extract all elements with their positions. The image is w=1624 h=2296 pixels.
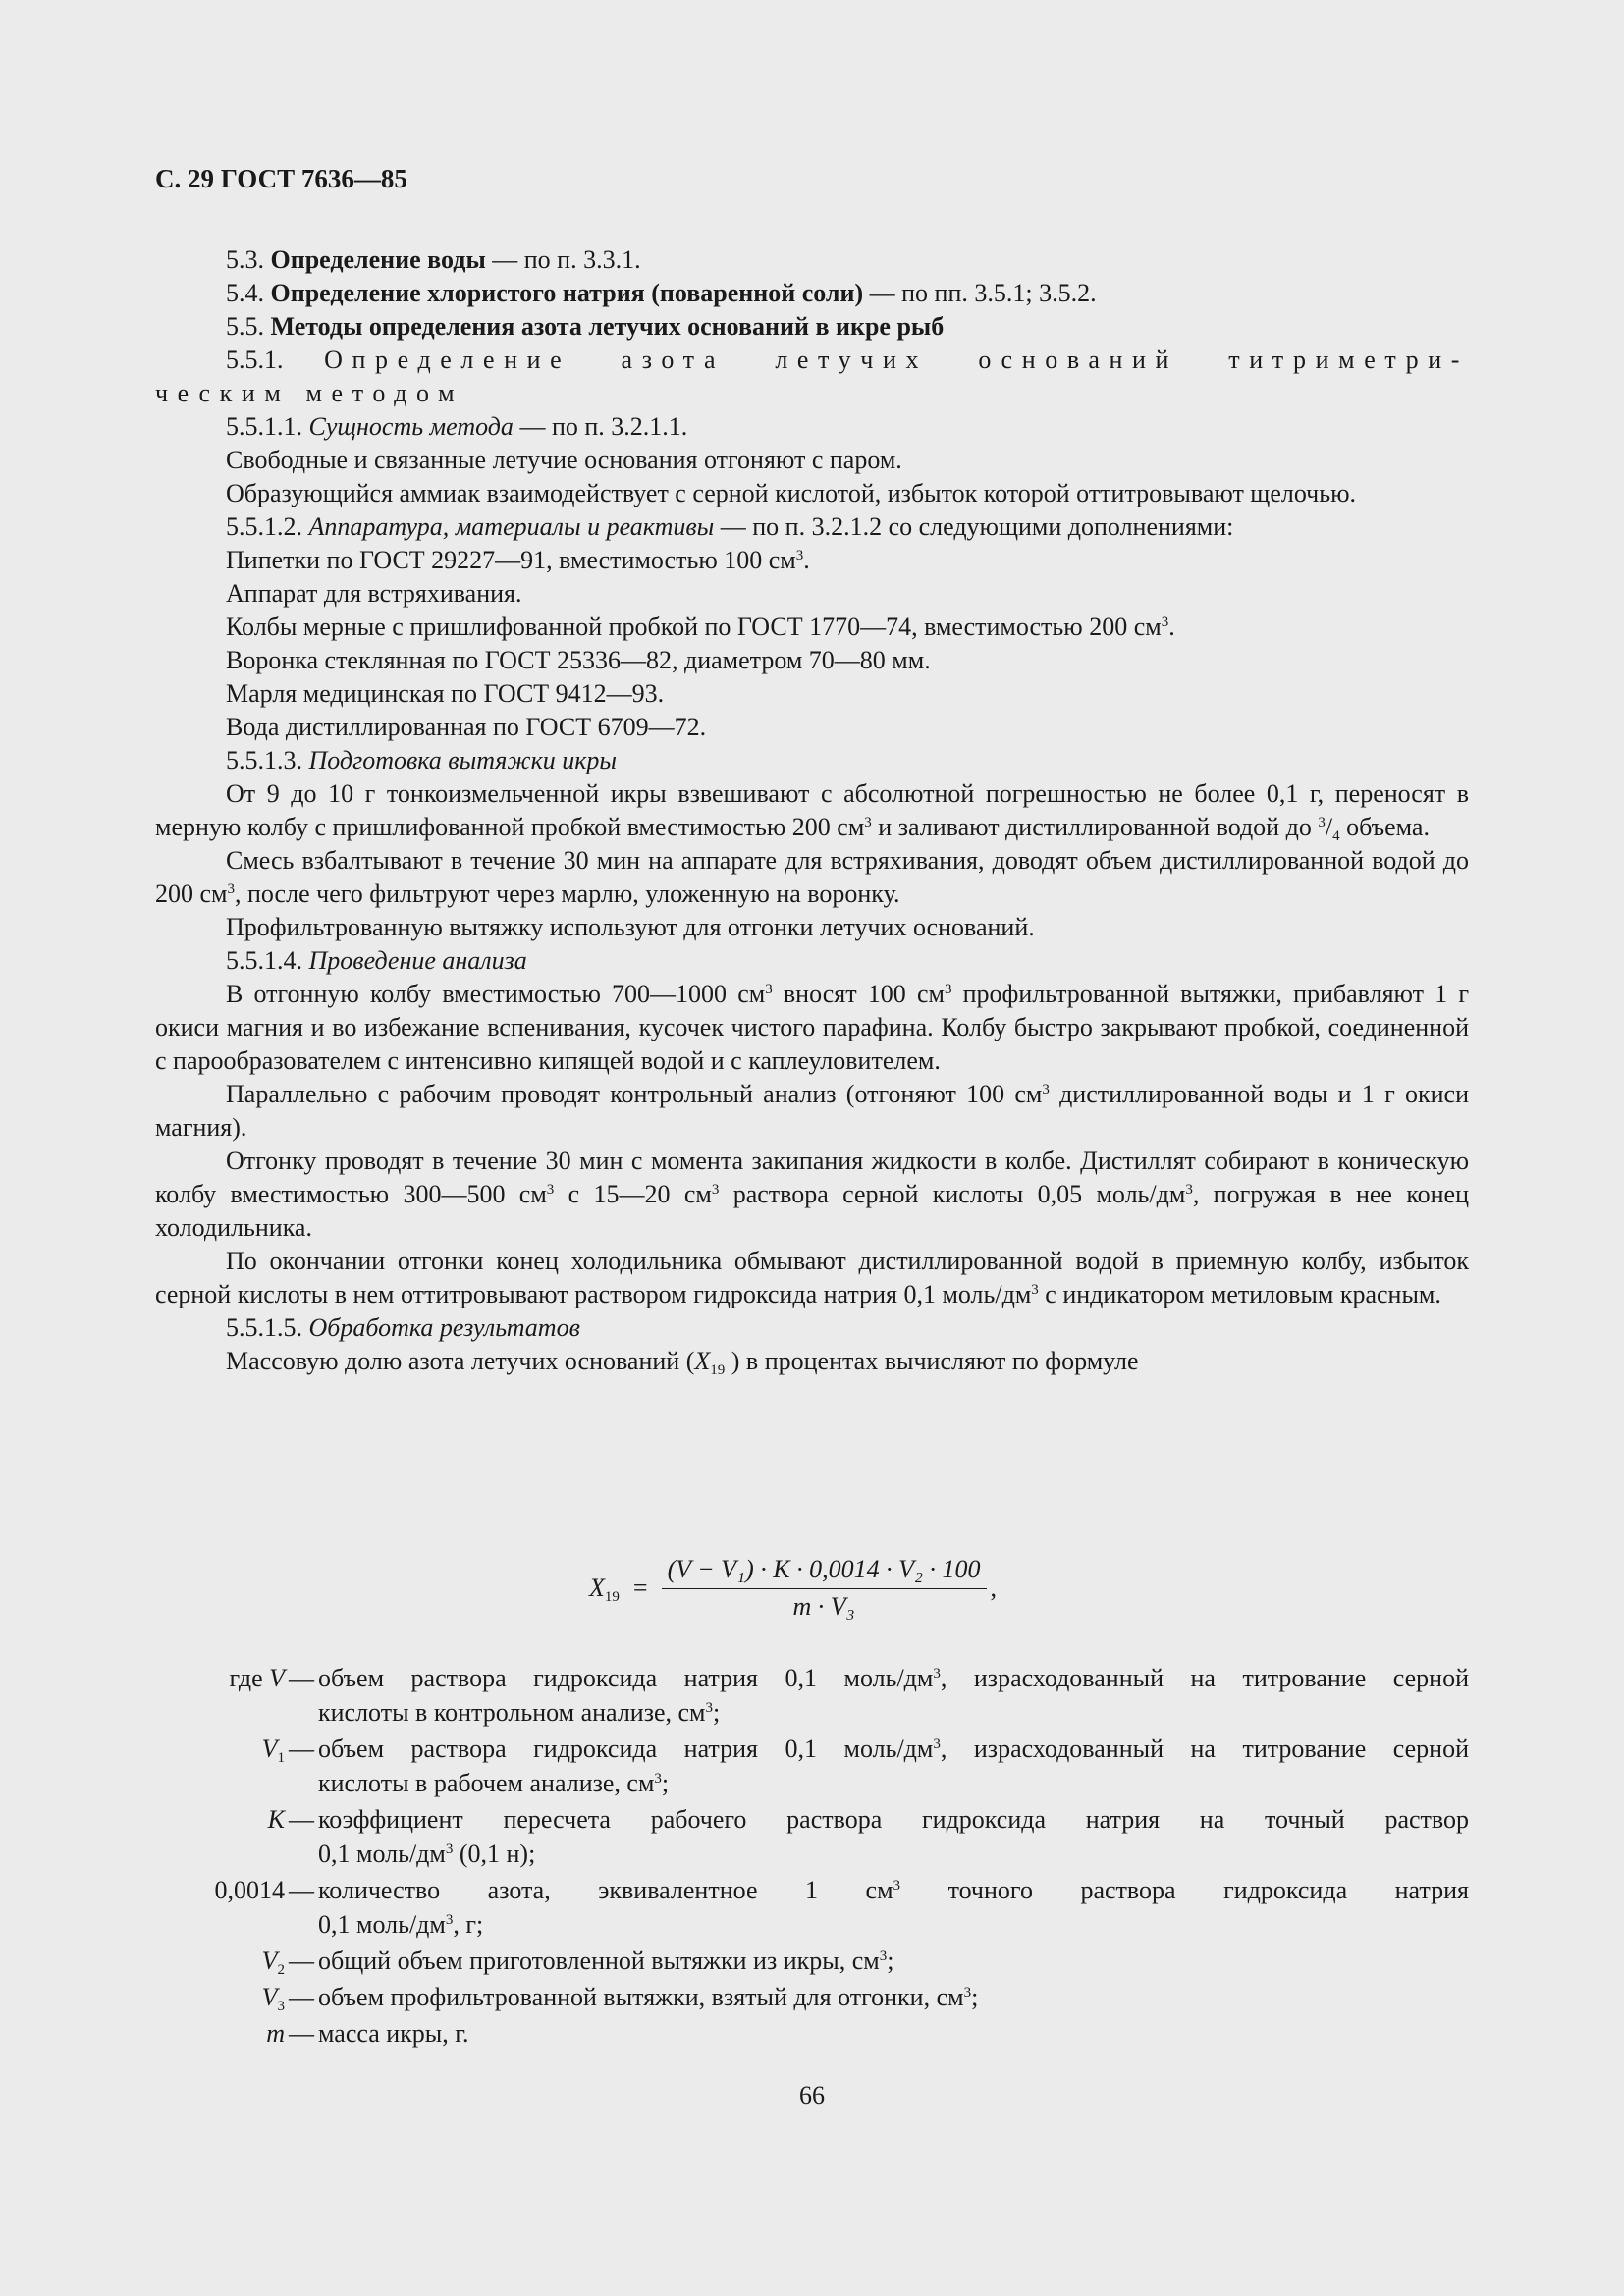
fraction-numerator: 3 — [1318, 815, 1326, 830]
text: раствора серной кислоты 0,05 моль/дм — [719, 1180, 1186, 1208]
formula-numerator: (V − V₁) · K · 0,0014 · V₂ · 100 — [662, 1555, 987, 1589]
text: По окончании отгонки конец холодильника обмывают дистиллированной водой в приемную колбу, избыток серной кислоты в нем оттитровывают раствором гидроксида натрия 0,1 моль/дм — [155, 1247, 1469, 1308]
section-title-spaced: Определение азота летучих оснований титриметри- — [324, 346, 1469, 374]
text: В отгонную колбу вместимостью 700—1000 см — [226, 980, 766, 1008]
definition-text — [318, 1732, 1469, 1800]
superscript: 3 — [1161, 614, 1169, 630]
text: с 15—20 см — [554, 1180, 712, 1208]
definition-text — [318, 1980, 1469, 2014]
where-word: где — [229, 1664, 270, 1692]
page-header: С. 29 ГОСТ 7636—85 — [155, 164, 407, 193]
section-5-5-1-3 — [155, 744, 1469, 777]
superscript: 3 — [944, 982, 952, 997]
definition-dash: — — [289, 1983, 314, 2011]
section-title: Подготовка вытяжки икры — [308, 746, 617, 774]
superscript: 3 — [933, 1666, 941, 1682]
definition-symbol — [147, 2016, 285, 2051]
formula-variable: X — [589, 1574, 605, 1602]
formula-denominator: m · V₃ — [792, 1592, 855, 1621]
superscript: 3 — [654, 1771, 662, 1787]
section-title: Определение хлористого натрия (поваренной соли) — [270, 279, 864, 307]
section-5-4 — [155, 277, 1469, 310]
definition-item — [147, 1802, 1469, 1871]
superscript: 3 — [546, 1182, 555, 1198]
superscript: 3 — [445, 1842, 454, 1857]
text: дистиллированной воды и 1 г окиси магния). — [155, 1080, 1469, 1142]
superscript: 3 — [1042, 1082, 1050, 1097]
superscript: 3 — [227, 881, 235, 897]
def-text: ; — [971, 1983, 979, 2011]
def-text: (0,1 н); — [453, 1840, 536, 1868]
section-5-5-1-line1 — [155, 344, 1469, 377]
superscript: 3 — [963, 1985, 972, 2001]
text: Массовую долю азота летучих оснований ( — [226, 1347, 695, 1375]
text: , после чего фильтруют через марлю, уложенную на воронку. — [235, 880, 900, 908]
def-text: коэффициент пересчета рабочего раствора гидроксида натрия на точный раствор — [318, 1805, 1469, 1834]
list-item: Колбы мерные с пришлифованной пробкой по ГОСТ 1770—74, вместимостью 200 $см^3$. — [226, 613, 1175, 641]
section-5-5-1-5 — [155, 1311, 1469, 1345]
superscript: 3 — [765, 982, 773, 997]
section-number: 5.3. — [226, 245, 271, 274]
definition-item — [147, 1873, 1469, 1942]
def-text: ; — [713, 1698, 721, 1727]
section-title-spaced: ческим методом — [155, 379, 464, 407]
text: Отгонку проводят в течение 30 мин с момента закипания жидкости в колбе. Дистиллят собирают в коническую колбу вместимостью 300—500 см — [155, 1147, 1469, 1208]
section-number: 5.5.1.2. — [226, 512, 309, 541]
symbol-var: V — [261, 1983, 278, 2011]
def-text: ; — [661, 1769, 670, 1797]
list-item: Вода дистиллированная по ГОСТ 6709—72. — [226, 713, 707, 741]
list-item: Марля медицинская по ГОСТ 9412—93. — [226, 679, 665, 708]
paragraph — [155, 978, 1469, 1078]
formula-subscript: 19 — [604, 1589, 620, 1605]
paragraph — [155, 1345, 1469, 1378]
section-number: 5.5.1.1. — [226, 412, 309, 441]
text: , погружая в нее конец холодильника. — [155, 1180, 1470, 1242]
symbol-var: V — [261, 1947, 278, 1975]
definition-item — [147, 1661, 1469, 1730]
formula-equals: = — [632, 1574, 648, 1602]
section-number: 5.5.1.4. — [226, 946, 309, 975]
definition-symbol — [147, 1732, 285, 1800]
definition-item — [147, 1732, 1469, 1800]
definition-dash: — — [289, 1664, 314, 1692]
def-text: 0,1 моль/дм — [318, 1910, 446, 1939]
section-text: — по п. 3.3.1. — [485, 245, 641, 274]
definition-dash: — — [289, 1947, 314, 1975]
paragraph — [155, 1245, 1469, 1311]
symbol-var: V — [269, 1664, 285, 1692]
superscript: 3 — [1185, 1182, 1193, 1198]
section-title: Сущность метода — [308, 412, 514, 441]
symbol-var: m — [266, 2019, 285, 2048]
def-text: точного раствора гидроксида натрия — [900, 1876, 1469, 1904]
definition-symbol — [147, 1944, 285, 1978]
definition-dash: — — [289, 1805, 314, 1834]
definition-item — [147, 1980, 1469, 2014]
formula — [589, 1549, 997, 1628]
definition-text — [318, 1873, 1469, 1942]
superscript: 3 — [879, 1949, 888, 1964]
fraction-denominator: 4 — [1332, 828, 1340, 844]
subscript: 19 — [710, 1362, 726, 1378]
symbol-sub: 2 — [277, 1962, 285, 1978]
symbol-sub: 1 — [277, 1750, 285, 1766]
section-5-3 — [155, 243, 1469, 277]
superscript: 3 — [893, 1878, 901, 1894]
def-text: 0,1 моль/дм — [318, 1840, 446, 1868]
section-title: Обработка результатов — [308, 1313, 580, 1342]
definition-dash: — — [289, 1876, 314, 1904]
superscript: 3 — [864, 815, 872, 830]
page-number: 66 — [799, 2081, 825, 2109]
definition-symbol — [147, 1661, 285, 1730]
text: с индикатором метиловым красным. — [1038, 1280, 1441, 1308]
def-text: объем раствора гидроксида натрия 0,1 моль/дм — [318, 1664, 934, 1692]
text: объема. — [1339, 813, 1430, 841]
definition-dash: — — [289, 1735, 314, 1763]
section-5-5 — [155, 310, 1469, 344]
section-title: Аппаратура, материалы и реактивы — [308, 512, 715, 541]
formula-comma: , — [990, 1574, 998, 1602]
superscript: 3 — [1031, 1282, 1039, 1298]
definitions-list — [147, 1661, 1469, 2053]
section-title: Проведение анализа — [308, 946, 527, 975]
definition-item — [147, 1944, 1469, 1978]
section-title: Определение воды — [270, 245, 486, 274]
text: Параллельно с рабочим проводят контрольный анализ (отгоняют 100 см — [226, 1080, 1043, 1108]
definition-text: масса икры, г. — [318, 2019, 469, 2048]
formula-lhs — [589, 1574, 620, 1603]
section-title: Методы определения азота летучих оснований в икре рыб — [270, 312, 945, 341]
formula-fraction — [662, 1555, 987, 1622]
symbol-sub: 3 — [277, 1999, 285, 2014]
def-text: , г; — [453, 1910, 484, 1939]
def-text: количество азота, эквивалентное 1 см — [318, 1876, 893, 1904]
section-number: 5.5.1. — [226, 346, 325, 374]
definition-dash: — — [289, 2019, 314, 2048]
def-text: объем профильтрованной вытяжки, взятый для отгонки, см — [318, 1983, 964, 2011]
def-text: , израсходованный на титрование серной — [940, 1735, 1470, 1763]
definition-symbol — [147, 1980, 285, 2014]
paragraph — [155, 844, 1469, 911]
section-number: 5.5. — [226, 312, 271, 341]
def-text: общий объем приготовленной вытяжки из икры, см — [318, 1947, 880, 1975]
section-number: 5.4. — [226, 279, 271, 307]
list-item: Пипетки по ГОСТ 29227—91, вместимостью 100 $см^3$. — [226, 546, 810, 574]
section-number: 5.5.1.5. — [226, 1313, 309, 1342]
list-item: Воронка стеклянная по ГОСТ 25336—82, диаметром 70—80 мм. — [226, 646, 931, 674]
section-5-5-1-line2 — [155, 377, 1469, 410]
document-body — [155, 243, 1469, 1378]
section-text: — по пп. 3.5.1; 3.5.2. — [863, 279, 1097, 307]
definition-symbol — [147, 1802, 285, 1871]
definition-item — [147, 2016, 1469, 2051]
paragraph: Профильтрованную вытяжку используют для отгонки летучих оснований. — [226, 913, 1035, 941]
def-text: объем раствора гидроксида натрия 0,1 моль/дм — [318, 1735, 934, 1763]
section-number: 5.5.1.3. — [226, 746, 309, 774]
section-text: — по п. 3.2.1.2 со следующими дополнениями: — [714, 512, 1234, 541]
text: ) в процентах вычисляют по формуле — [731, 1347, 1139, 1375]
superscript: 3 — [445, 1912, 454, 1928]
fraction-slash: / — [1325, 813, 1333, 841]
paragraph — [155, 777, 1469, 844]
text: вносят 100 см — [772, 980, 945, 1008]
superscript: 3 — [705, 1700, 714, 1716]
paragraph: Свободные и связанные летучие основания отгоняют с паром. — [226, 446, 902, 474]
text: От 9 до 10 г тонкоизмельченной икры взвешивают с абсолютной погрешностью не более 0,1 г, переносят в мерную колбу с пришлифованной пробкой вместимостью 200 см — [155, 779, 1469, 841]
paragraph: Образующийся аммиак взаимодействует с серной кислотой, избыток которой оттитровывают щелочью. — [226, 479, 1357, 507]
text: профильтрованной вытяжки, прибавляют 1 г окиси магния и во избежание вспенивания, кусочек чистого парафина. Колбу быстро закрывают пробкой, соединенной с парообразователем с интенсивно кипящей водой и с каплеуловителем. — [155, 980, 1469, 1075]
item-text: Колбы мерные с пришлифованной пробкой по ГОСТ 1770—74, вместимостью 200 см — [226, 613, 1162, 641]
symbol-var: K — [267, 1805, 285, 1834]
def-text: кислоты в рабочем анализе, см — [318, 1769, 655, 1797]
section-5-5-1-2 — [155, 510, 1469, 544]
definition-text — [318, 1661, 1469, 1730]
section-text: — по п. 3.2.1.1. — [513, 412, 688, 441]
def-text: кислоты в контрольном анализе, см — [318, 1698, 706, 1727]
superscript: 3 — [795, 548, 804, 563]
paragraph — [155, 1145, 1469, 1245]
def-text: ; — [887, 1947, 894, 1975]
definition-symbol: 0,0014 — [214, 1876, 285, 1904]
section-5-5-1-1 — [155, 410, 1469, 444]
item-text: Пипетки по ГОСТ 29227—91, вместимостью 100 см — [226, 546, 796, 574]
text: и заливают дистиллированной водой до — [871, 813, 1319, 841]
paragraph — [155, 1078, 1469, 1145]
symbol-var: V — [261, 1735, 278, 1763]
list-item: Аппарат для встряхивания. — [226, 579, 522, 608]
superscript: 3 — [933, 1736, 941, 1752]
def-text: , израсходованный на титрование серной — [940, 1664, 1470, 1692]
section-5-5-1-4 — [155, 944, 1469, 978]
variable: X — [694, 1347, 711, 1375]
definition-text — [318, 1944, 1469, 1978]
text: Смесь взбалтывают в течение 30 мин на аппарате для встряхивания, доводят объем дистиллированной водой до 200 см — [155, 846, 1469, 908]
definition-text — [318, 1802, 1469, 1871]
superscript: 3 — [711, 1182, 720, 1198]
